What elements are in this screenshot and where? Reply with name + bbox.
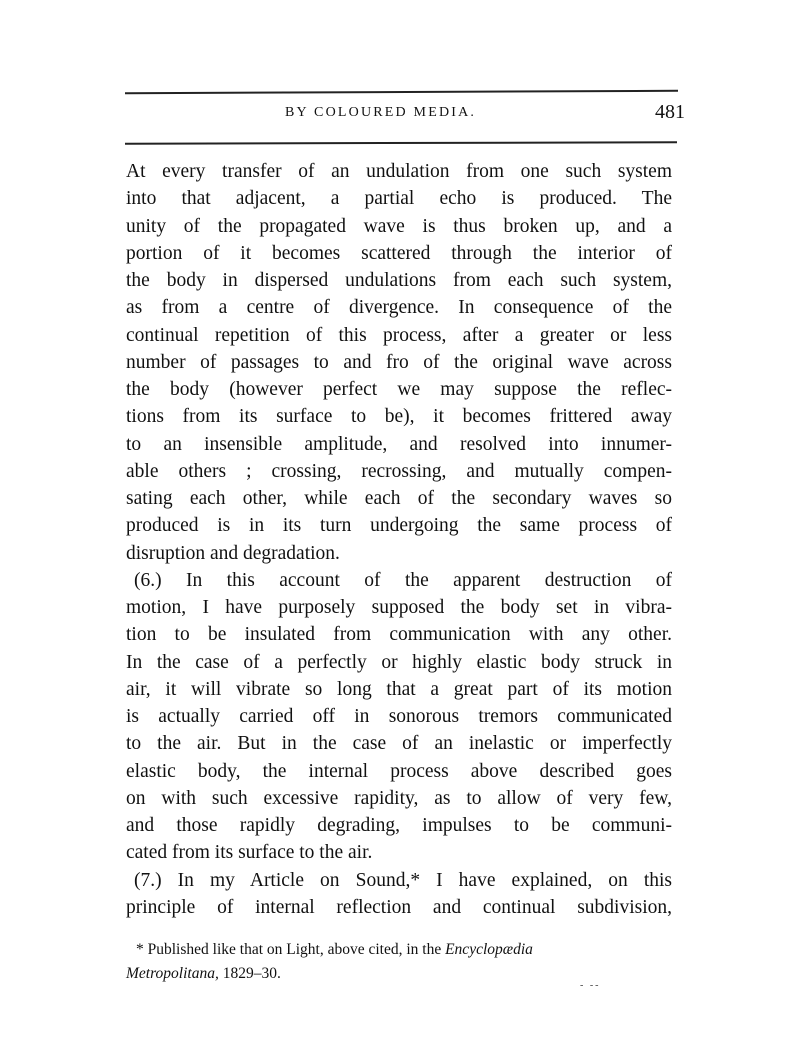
footnote-journal-part2: Metropolitana,: [126, 965, 219, 982]
text-line: unity of the propagated wave is thus broken up, and a: [126, 215, 672, 237]
footnote-journal-part1: Encyclopædia: [445, 941, 533, 958]
text-line: portion of it becomes scattered through the interior of: [126, 242, 672, 264]
text-line: principle of internal reflection and continual subdivision,: [126, 896, 672, 918]
text-line: on with such excessive rapidity, as to allow of very few,: [126, 787, 672, 809]
text-line: air, it will vibrate so long that a great part of its motion: [126, 678, 672, 700]
text-line: At every transfer of an undulation from one such system: [126, 161, 672, 182]
footnote: [126, 938, 672, 986]
text-line: to the air. But in the case of an inelastic or imperfectly: [126, 733, 672, 755]
text-line: able others ; crossing, recrossing, and mutually compen-: [126, 460, 672, 482]
text-line: continual repetition of this process, after a greater or less: [126, 324, 672, 346]
running-header: [125, 101, 685, 131]
footnote-text: Published like that on Light, above cited, in the: [147, 941, 442, 958]
text-line: cated from its surface to the air.: [126, 842, 373, 864]
footnote-line-1: [126, 938, 672, 962]
header-rule-bottom: [125, 141, 677, 144]
text-line: produced is in its turn undergoing the same process of: [126, 515, 672, 537]
footnote-year: 1829–30.: [222, 965, 281, 982]
text-line: into that adjacent, a partial echo is produced. The: [126, 188, 672, 210]
text-line: tion to be insulated from communication with any other.: [126, 624, 672, 646]
text-line: elastic body, the internal process above described goes: [126, 760, 672, 782]
text-line: number of passages to and fro of the original wave across: [126, 351, 672, 373]
text-line: tions from its surface to be), it becomes frittered away: [126, 406, 672, 428]
footnote-marker: *: [136, 941, 144, 958]
text-line: as from a centre of divergence. In consequence of the: [126, 297, 672, 319]
text-line: In the case of a perfectly or highly elastic body struck in: [126, 651, 672, 673]
text-line: sating each other, while each of the secondary waves so: [126, 488, 672, 509]
body-text: [126, 158, 672, 921]
paragraph-6-start: (6.) In this account of the apparent destruction of: [134, 569, 672, 591]
text-line: the body (however perfect we may suppose the reflec-: [126, 379, 672, 400]
paragraph-7-start: (7.) In my Article on Sound,* I have explained, on this: [134, 869, 672, 891]
text-line: disruption and degradation.: [126, 542, 340, 564]
text-line: motion, I have purposely supposed the body set in vibra-: [126, 597, 672, 618]
page-number: 481: [655, 101, 685, 123]
text-line: is actually carried off in sonorous tremors communicated: [126, 706, 672, 727]
header-rule-top: [125, 90, 678, 94]
text-line: and those rapidly degrading, impulses to be communi-: [126, 815, 672, 836]
text-line: the body in dispersed undulations from each such system,: [126, 270, 672, 291]
text-line: to an insensible amplitude, and resolved into innumer-: [126, 433, 672, 455]
running-title: BY COLOURED MEDIA.: [285, 105, 477, 120]
signature-mark: - --: [580, 980, 601, 991]
